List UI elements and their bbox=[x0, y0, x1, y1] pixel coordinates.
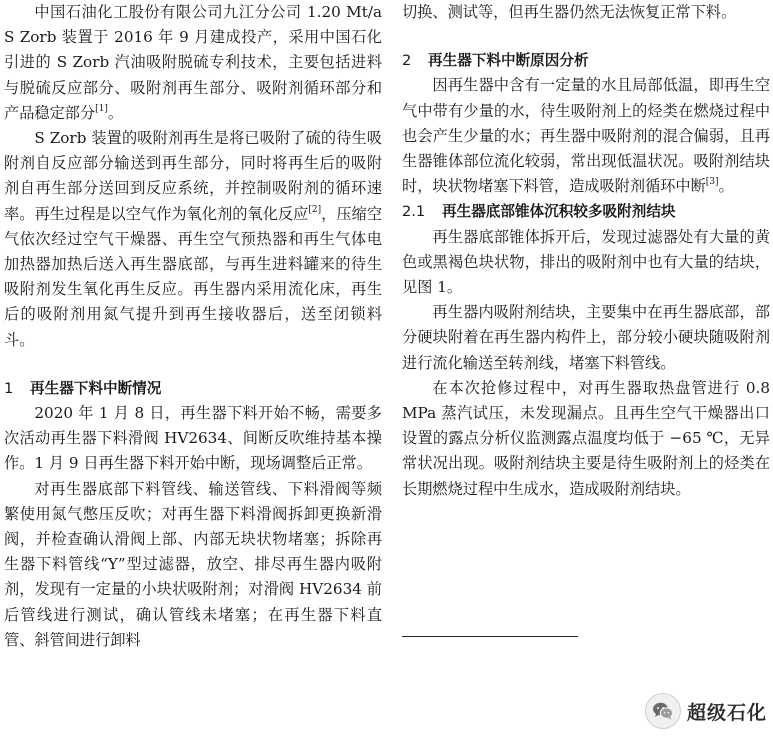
section-2-1-paragraph-2: 再生器内吸附剂结块，主要集中在再生器底部，部分硬块附着在再生器内构件上，部分较小硬块随吸附剂进行流化输送至转剂线，堵塞下料管线。 bbox=[402, 303, 770, 372]
section-2-1-paragraph-3: 在本次抢修过程中，对再生器取热盘管进行 0.8 MPa 蒸汽试压，未发现漏点。且再生空气干燥器出口设置的露点分析仪监测露点温度均低于 −65 ℃，无异常状况出现。吸附剂结块主要是待生吸附剂上的烃类在长期燃烧过程中生成水，造成吸附剂结块。 bbox=[402, 378, 770, 498]
section-2-paragraph-1: 因再生器中含有一定量的水且局部低温，即再生空气中带有少量的水，待生吸附剂上的烃类在燃烧过程中也会产生少量的水；再生器中吸附剂的混合偏弱，且再生器锥体部位流化较弱，常出现低温状况。吸附剂结块时，块状物堵塞下料管，造成吸附剂循环中断[3]。 bbox=[402, 76, 770, 196]
watermark-text: 超级石化 bbox=[686, 701, 767, 724]
section-2-1-title: 再生器底部锥体沉积较多吸附剂结块 bbox=[442, 203, 676, 221]
section-2-1-number: 2.1 bbox=[402, 203, 426, 221]
section-1-title: 再生器下料中断情况 bbox=[30, 379, 162, 397]
section-2-1-heading bbox=[402, 199, 770, 224]
right-column bbox=[402, 0, 770, 502]
intro-paragraph-2: S Zorb 装置的吸附剂再生是将已吸附了硫的待生吸附剂自反应部分输送到再生部分，同时将再生后的吸附剂自再生部分送回到反应系统，并控制吸附剂的循环速率。再生过程是以空气作为氧化剂的氧化反应[2]，压缩空气依次经过空气干燥器、再生空气预热器和再生气体电加热器加热后送入再生器底部，与再生进料罐来的待生吸附剂发生氧化再生反应。再生器内采用流化床，再生后的吸附剂用氮气提升到再生接收器后，送至闭锁料斗。 bbox=[4, 129, 382, 349]
wechat-icon bbox=[645, 693, 681, 729]
section-1-paragraph-2: 对再生器底部下料管线、输送管线、下料滑阀等频繁使用氮气憋压反吹；对再生器下料滑阀拆卸更换新滑阀，并检查确认滑阀上部、内部无块状物堵塞；拆除再生器下料管线“Y”型过滤器，放空、排尽再生器内吸附剂，发现有一定量的小块状吸附剂；对滑阀 HV2634 前后管线进行测试，确认管线未堵塞；在再生器下料直管、斜管间进行卸料 bbox=[4, 479, 382, 649]
section-2-heading bbox=[402, 48, 770, 73]
section-2-1-paragraph-1: 再生器底部锥体拆开后，发现过滤器处有大量的黄色或黑褐色块状物，排出的吸附剂中也有大量的结块，见图 1。 bbox=[402, 227, 770, 297]
section-1-number: 1 bbox=[4, 379, 14, 397]
intro-paragraph-1: 中国石油化工股份有限公司九江分公司 1.20 Mt/a S Zorb 装置于 2016 年 9 月建成投产，采用中国石化引进的 S Zorb 汽油吸附脱硫专利技术，主要包括进料与脱硫反应部分、吸附剂再生部分、吸附剂循环部分和产品稳定部分[1]。 bbox=[4, 3, 382, 122]
section-2-title: 再生器下料中断原因分析 bbox=[428, 52, 589, 70]
citation-3: [3] bbox=[705, 177, 719, 188]
section-1-paragraph-1: 2020 年 1 月 8 日，再生器下料开始不畅，需要多次活动再生器下料滑阀 HV2634、间断反吹维持基本操作。1 月 9 日再生器下料开始中断，现场调整后正常。 bbox=[4, 404, 382, 473]
watermark bbox=[645, 693, 767, 729]
section-2-number: 2 bbox=[402, 52, 412, 70]
citation-1: [1] bbox=[95, 103, 108, 114]
footnote-divider bbox=[402, 636, 578, 637]
section-1-heading bbox=[4, 376, 382, 401]
citation-2: [2] bbox=[308, 204, 322, 215]
continued-paragraph: 切换、测试等，但再生器仍然无法恢复正常下料。 bbox=[402, 3, 737, 21]
left-column bbox=[4, 0, 382, 653]
wechat-icon-graphic bbox=[651, 700, 675, 722]
